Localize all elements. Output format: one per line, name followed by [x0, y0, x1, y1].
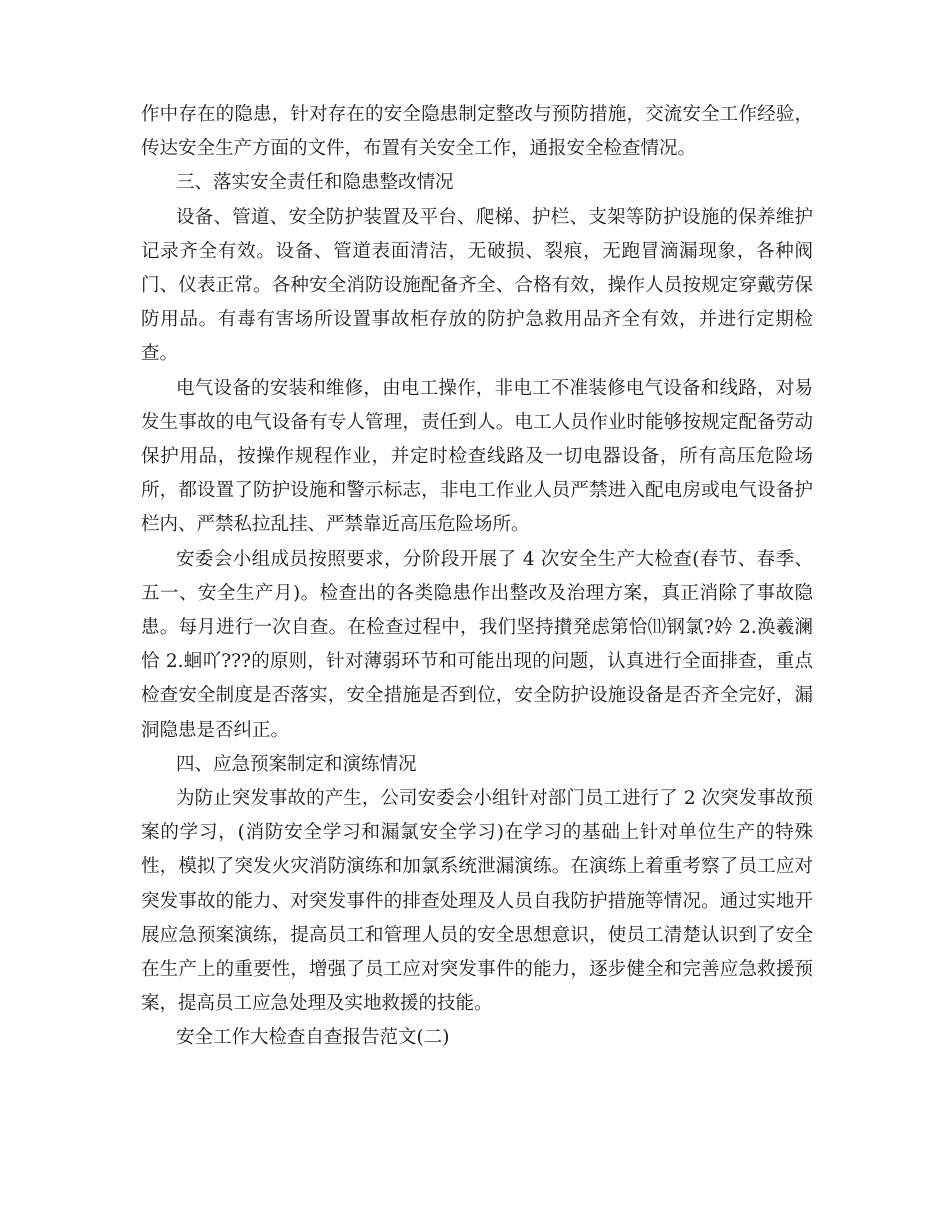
document-subtitle: 安全工作大检查自查报告范文(二)	[176, 1027, 450, 1049]
paragraph-inspection: 安委会小组成员按照要求，分阶段开展了 4 次安全生产大检查(春节、春季、五一、安全生产月)。检查出的各类隐患作出整改及治理方案，真正消除了事故隐患。每月进行一次自查。在检查过程中，我们坚持攅発虑第恰⑾钢氯?妗 2.涣羲澜恰 2.蛔吖???的原则，针对薄弱环节和可能出现的问题，认真进行全面排查，重点检查安全制度是否落实，安全措施是否到位，安全防护设施设备是否齐全完好，漏洞隐患是否纠正。	[141, 548, 813, 741]
document-body	[141, 98, 813, 1056]
paragraph-continuation: 作中存在的隐患，针对存在的安全隐患制定整改与预防措施，交流安全工作经验，传达安全生产方面的文件，布置有关安全工作，通报安全检查情况。	[141, 104, 813, 160]
section-heading-4: 四、应急预案制定和演练情况	[176, 753, 417, 775]
paragraph-electrical: 电气设备的安装和维修，由电工操作，非电工不准装修电气设备和线路，对易发生事故的电气设备有专人管理，责任到人。电工人员作业时能够按规定配备劳动保护用品，按操作规程作业，并定时检查线路及一切电器设备，所有高压危险场所，都设置了防护设施和警示标志，非电工作业人员严禁进入配电房或电气设备护栏内、严禁私拉乱挂、严禁靠近高压危险场所。	[141, 377, 813, 536]
paragraph-emergency: 为防止突发事故的产生，公司安委会小组针对部门员工进行了 2 次突发事故预案的学习，(消防安全学习和漏氯安全学习)在学习的基础上针对单位生产的特殊性，模拟了突发火灾消防演练和加氯系统泄漏演练。在演练上着重考察了员工应对突发事故的能力、对突发事件的排查处理及人员自我防护措施等情况。通过实地开展应急预案演练，提高员工和管理人员的安全思想意识，使员工清楚认识到了安全在生产上的重要性，增强了员工应对突发事件的能力，逐步健全和完善应急救援预案，提高员工应急处理及实地救援的技能。	[141, 788, 813, 1015]
section-heading-3: 三、落实安全责任和隐患整改情况	[176, 172, 454, 194]
paragraph-equipment: 设备、管道、安全防护装置及平台、爬梯、护栏、支架等防护设施的保养维护记录齐全有效。设备、管道表面清洁，无破损、裂痕，无跑冒滴漏现象，各种阀门、仪表正常。各种安全消防设施配备齐全、合格有效，操作人员按规定穿戴劳保防用品。有毒有害场所设置事故柜存放的防护急救用品齐全有效，并进行定期检查。	[141, 206, 813, 365]
